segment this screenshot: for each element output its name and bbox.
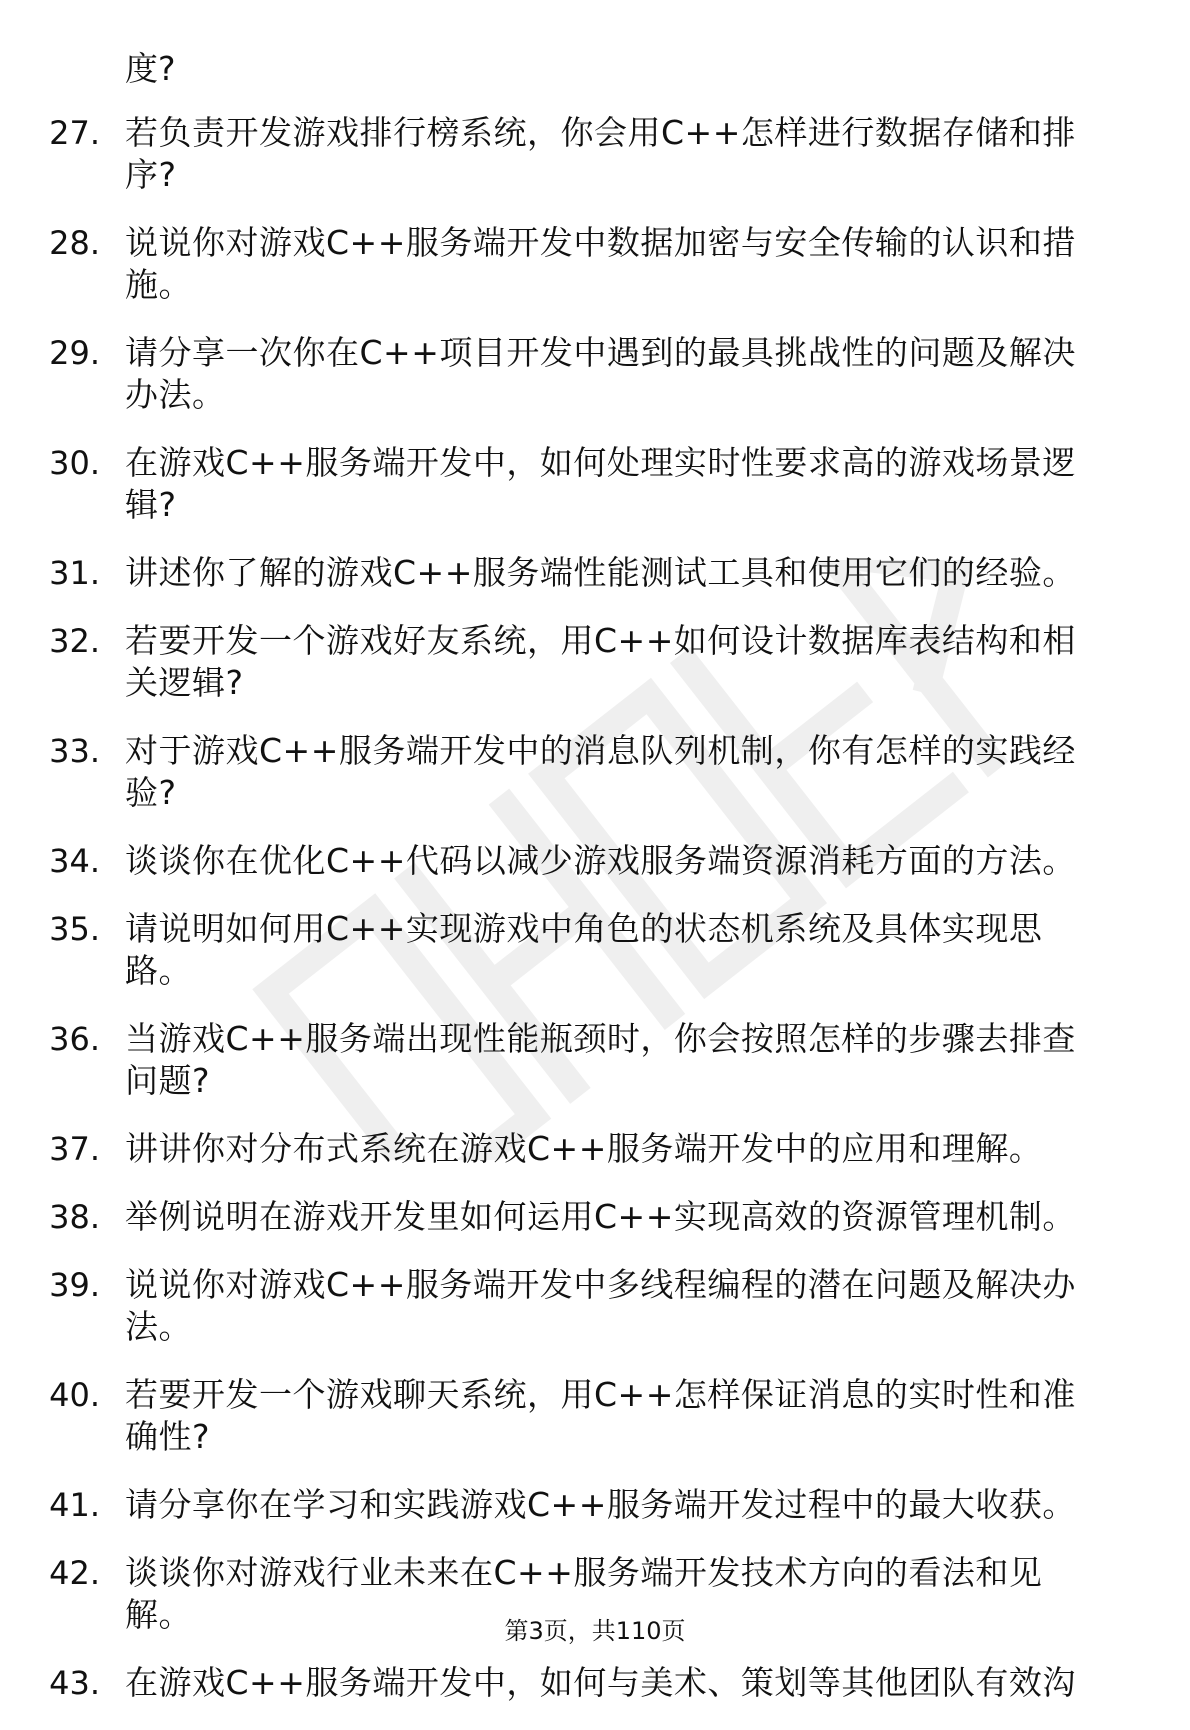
item-text: 在游戏C++服务端开发中，如何处理实时性要求高的游戏场景逻辑?	[125, 443, 1076, 524]
item-number: 28.	[49, 224, 100, 262]
list-item	[0, 840, 1190, 882]
item-text: 请分享你在学习和实践游戏C++服务端开发过程中的最大收获。	[125, 1485, 1076, 1524]
item-text: 对于游戏C++服务端开发中的消息队列机制，你有怎样的实践经验?	[125, 731, 1076, 812]
item-number: 29.	[49, 334, 100, 372]
item-text: 当游戏C++服务端出现性能瓶颈时，你会按照怎样的步骤去排查问题?	[125, 1019, 1076, 1100]
item-text: 举例说明在游戏开发里如何运用C++实现高效的资源管理机制。	[125, 1197, 1076, 1236]
item-number: 30.	[49, 444, 100, 482]
list-item	[0, 1128, 1190, 1170]
list-item	[0, 332, 1190, 416]
list-item	[0, 1374, 1190, 1458]
list-item	[0, 552, 1190, 594]
item-number: 34.	[49, 842, 100, 880]
list-item	[0, 908, 1190, 992]
list-item	[0, 620, 1190, 704]
item-text: 谈谈你对游戏行业未来在C++服务端开发技术方向的看法和见解。	[125, 1553, 1043, 1634]
item-text: 说说你对游戏C++服务端开发中多线程编程的潜在问题及解决办法。	[125, 1265, 1076, 1346]
item-text: 讲讲你对分布式系统在游戏C++服务端开发中的应用和理解。	[125, 1129, 1043, 1168]
item-text: 若要开发一个游戏好友系统，用C++如何设计数据库表结构和相关逻辑?	[125, 621, 1076, 702]
item-text: 谈谈你在优化C++代码以减少游戏服务端资源消耗方面的方法。	[125, 841, 1076, 880]
item-number: 43.	[49, 1664, 100, 1702]
item-text: 请说明如何用C++实现游戏中角色的状态机系统及具体实现思路。	[125, 909, 1043, 990]
item-number: 37.	[49, 1130, 100, 1168]
item-text: 在游戏C++服务端开发中，如何与美术、策划等其他团队有效沟	[125, 1663, 1076, 1702]
item-text: 若负责开发游戏排行榜系统，你会用C++怎样进行数据存储和排序?	[125, 113, 1076, 194]
item-number: 32.	[49, 622, 100, 660]
list-item	[0, 1018, 1190, 1102]
item-number: 35.	[49, 910, 100, 948]
item-number: 27.	[49, 114, 100, 152]
list-item	[0, 1484, 1190, 1526]
list-item	[0, 1264, 1190, 1348]
item-text: 请分享一次你在C++项目开发中遇到的最具挑战性的问题及解决办法。	[125, 333, 1076, 414]
item-number: 36.	[49, 1020, 100, 1058]
list-item	[0, 1196, 1190, 1238]
item-text: 说说你对游戏C++服务端开发中数据加密与安全传输的认识和措施。	[125, 223, 1076, 304]
item-number: 39.	[49, 1266, 100, 1304]
item-number: 31.	[49, 554, 100, 592]
item-number: 42.	[49, 1554, 100, 1592]
item-text: 若要开发一个游戏聊天系统，用C++怎样保证消息的实时性和准确性?	[125, 1375, 1076, 1456]
item-number: 41.	[49, 1486, 100, 1524]
list-item	[0, 222, 1190, 306]
item-number: 40.	[49, 1376, 100, 1414]
item-text: 讲述你了解的游戏C++服务端性能测试工具和使用它们的经验。	[125, 553, 1076, 592]
list-item	[0, 112, 1190, 196]
list-item	[0, 1662, 1190, 1704]
list-item	[0, 730, 1190, 814]
question-list	[0, 112, 1190, 1730]
page-footer: 第3页，共110页	[504, 1617, 686, 1645]
list-item	[0, 442, 1190, 526]
item-number: 38.	[49, 1198, 100, 1236]
continuation-text: 度?	[125, 49, 176, 88]
item-number: 33.	[49, 732, 100, 770]
